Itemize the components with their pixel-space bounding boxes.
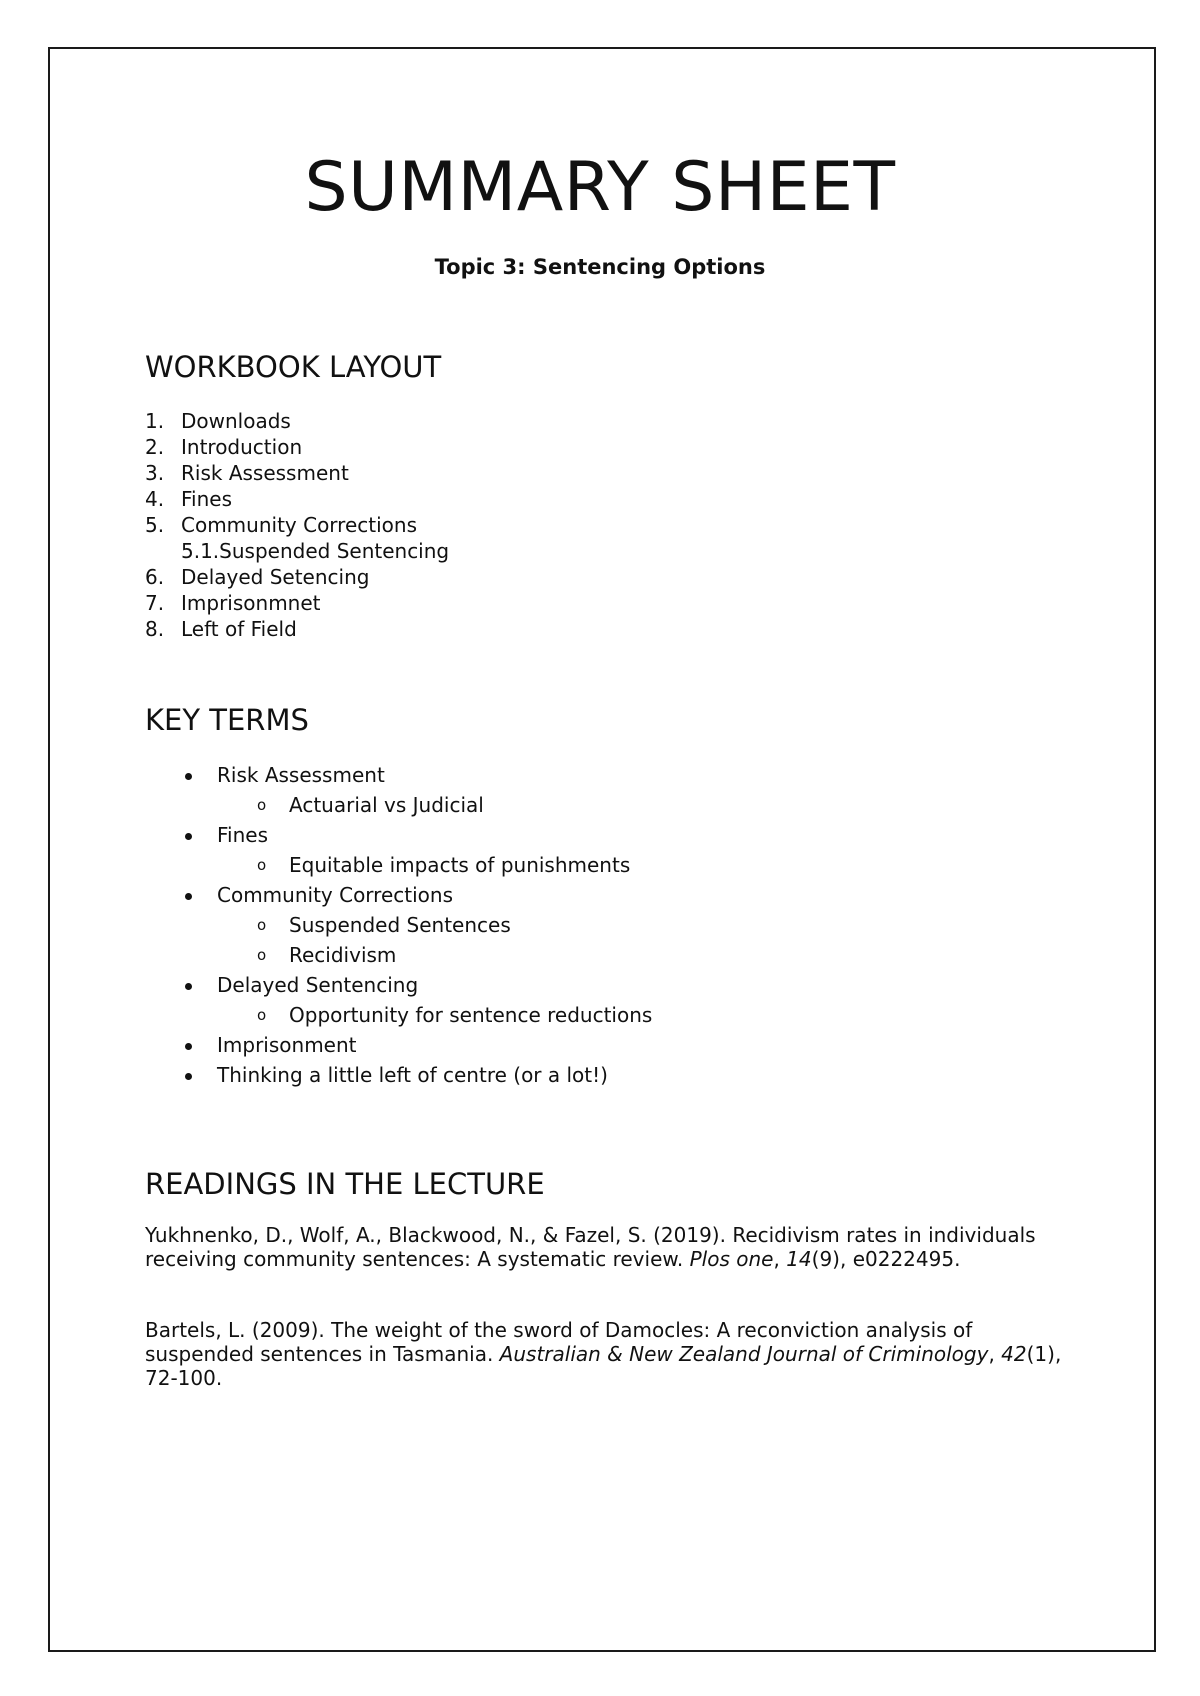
list-item: 7. Imprisonmnet: [145, 591, 321, 615]
key-terms-heading: KEY TERMS: [145, 703, 309, 737]
key-terms-list: [145, 760, 652, 1090]
key-term-item: Community Corrections: [185, 880, 652, 910]
page-title: SUMMARY SHEET: [304, 148, 896, 227]
bullet-icon: [185, 822, 217, 848]
list-item: 1. Downloads: [145, 409, 291, 433]
list-item: 6. Delayed Setencing: [145, 565, 370, 589]
key-term-item: Risk Assessment: [185, 760, 652, 790]
key-term-subitem: o Opportunity for sentence reductions: [257, 1003, 653, 1027]
circle-bullet-icon: o: [257, 946, 267, 964]
reference-entry: Bartels, L. (2009). The weight of the sword of Damocles: A reconviction analysis of suspended sentences in Tasmania. Australian & New Zealand Journal of Criminology, 42(1), 72-100.: [145, 1318, 1062, 1390]
reference-entry: Yukhnenko, D., Wolf, A., Blackwood, N., & Fazel, S. (2019). Recidivism rates in individuals receiving community sentences: A systematic review. Plos one, 14(9), e0222495.: [145, 1223, 1036, 1271]
key-term-item: Fines: [185, 820, 652, 850]
key-term-item: Imprisonment: [185, 1030, 652, 1060]
references-list: [145, 1223, 1075, 1271]
workbook-layout-list: [145, 408, 449, 642]
circle-bullet-icon: o: [257, 796, 267, 814]
topic-subtitle: Topic 3: Sentencing Options: [434, 255, 766, 279]
bullet-icon: [185, 762, 217, 788]
list-item: 4. Fines: [145, 487, 233, 511]
circle-bullet-icon: o: [257, 916, 267, 934]
circle-bullet-icon: o: [257, 856, 267, 874]
key-term-item: Delayed Sentencing: [185, 970, 652, 1000]
circle-bullet-icon: o: [257, 1006, 267, 1024]
list-item-sub: 5.1. Suspended Sentencing: [181, 539, 450, 563]
list-item: 8. Left of Field: [145, 617, 297, 641]
key-term-subitem: o Actuarial vs Judicial: [257, 793, 484, 817]
bullet-icon: [185, 1032, 217, 1058]
references-list: [145, 1318, 1075, 1390]
key-term-item: Thinking a little left of centre (or a lot!): [185, 1060, 652, 1090]
readings-heading: READINGS IN THE LECTURE: [145, 1167, 545, 1201]
bullet-icon: [185, 882, 217, 908]
key-term-subitem: o Suspended Sentences: [257, 913, 511, 937]
workbook-layout-heading: WORKBOOK LAYOUT: [145, 350, 442, 384]
list-item: 5. Community Corrections: [145, 513, 417, 537]
key-term-subitem: o Equitable impacts of punishments: [257, 853, 631, 877]
list-item: 3. Risk Assessment: [145, 461, 349, 485]
key-term-subitem: o Recidivism: [257, 943, 397, 967]
bullet-icon: [185, 1062, 217, 1088]
bullet-icon: [185, 972, 217, 998]
list-item: 2. Introduction: [145, 435, 303, 459]
